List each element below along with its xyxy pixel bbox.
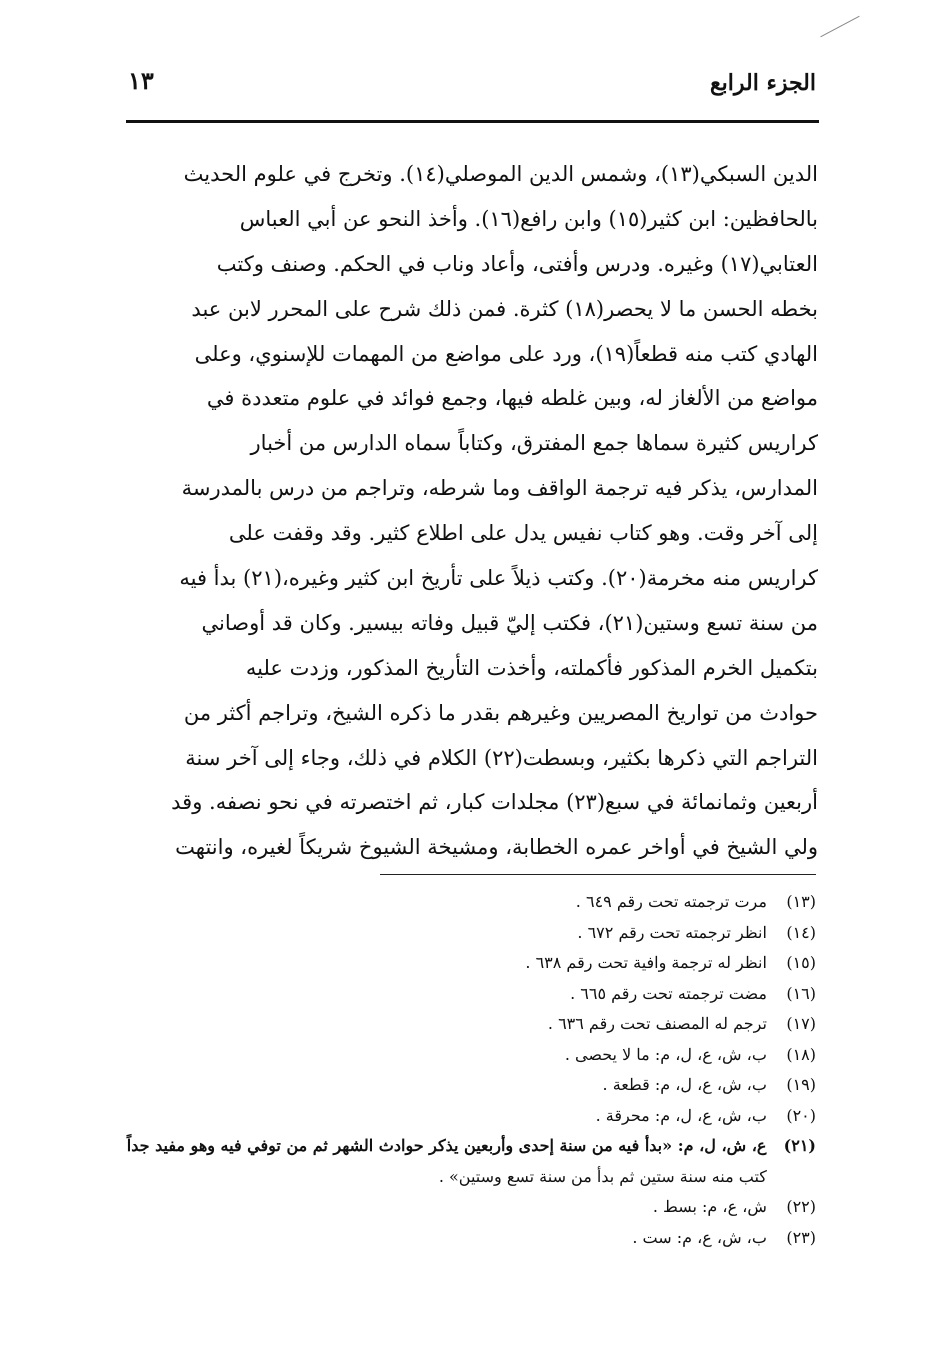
text-line: المدارس، يذكر فيه ترجمة الواقف وما شرطه، وتراجم من درس بالمدرسة — [181, 476, 818, 501]
text-line: بالحافظين: ابن كثير(١٥) وابن رافع(١٦). وأخذ النحو عن أبي العباس — [239, 206, 818, 231]
footnote-text: ع، ش، ل، م: «بدأ فيه من سنة إحدى وأربعين يذكر حوادث الشهر ثم من توفي فيه وهو مفيد جداً — [126, 1136, 767, 1155]
main-text — [126, 152, 818, 870]
footnote-text: مضت ترجمته تحت رقم ٦٦٥ . — [570, 983, 767, 1003]
text-line: بتكميل الخرم المذكور فأكملته، وأخذت التأريخ المذكور، وزدت عليه — [245, 655, 818, 680]
page-number: ١٣ — [128, 66, 154, 95]
footnote-13 — [118, 887, 816, 918]
footnotes — [118, 887, 816, 1253]
footnote-number: (١٣) — [786, 892, 816, 911]
text-line: الدين السبكي(١٣)، وشمس الدين الموصلي(١٤). وتخرج في علوم الحديث — [183, 162, 818, 186]
text-line: من سنة تسع وستين(٢١)، فكتب إليّ قبيل وفاته بيسير. وكان قد أوصاني — [201, 610, 818, 635]
footnote-14 — [118, 918, 816, 949]
footnote-text: ب، ش، ع، ل، م: ما لا يحصى . — [564, 1044, 767, 1064]
footnote-21-continued — [118, 1162, 816, 1193]
footnote-number: (٢٢) — [786, 1197, 816, 1216]
footnote-17 — [118, 1009, 816, 1040]
footnote-text: ب، ش، ع، ل، م: قطعة . — [602, 1075, 767, 1094]
text-line: التراجم التي ذكرها بكثير، وبسطت(٢٢) الكلام في ذلك، وجاء إلى آخر سنة — [185, 745, 818, 770]
footnote-text: كتب منه سنة ستين ثم بدأ من سنة تسع وستين» . — [438, 1166, 767, 1186]
text-line: إلى آخر وقت. وهو كتاب نفيس يدل على اطلاع كثير. وقد وقفت على — [228, 521, 818, 546]
text-line: بخطه الحسن ما لا يحصر(١٨) كثرة. فمن ذلك شرح على المحرر لابن عبد — [191, 296, 818, 321]
text-line: ولي الشيخ في أواخر عمره الخطابة، ومشيخة الشيوخ شريكاً لغيره، وانتهت — [175, 835, 818, 860]
footnote-number: (١٩) — [786, 1075, 816, 1094]
text-line: أربعين وثمانمائة في سبع(٢٣) مجلدات كبار، ثم اختصرته في نحو نصفه. وقد — [171, 790, 818, 815]
text-line: الهادي كتب منه قطعاً(١٩)، ورد على مواضع من المهمات للإسنوي، وعلى — [194, 341, 818, 366]
footnote-23 — [118, 1223, 816, 1254]
footnote-15 — [118, 948, 816, 979]
text-line: مواضع من الألغاز له، وبين غلطه فيها، وجمع فوائد في علوم متعددة في — [206, 386, 818, 411]
header-rule — [126, 120, 819, 123]
footnote-text: مرت ترجمته تحت رقم ٦٤٩ . — [575, 892, 767, 911]
text-line: كراريس كثيرة سماها جمع المفترق، وكتاباً سماه الدارس من أخبار — [250, 431, 818, 456]
footnote-number: (١٧) — [786, 1014, 816, 1033]
footnote-18 — [118, 1040, 816, 1071]
running-title: الجزء الرابع — [709, 70, 816, 96]
text-line: العتابي(١٧) وغيره. ودرس وأفتى، وأعاد وناب في الحكم. وصنف وكتب — [216, 251, 818, 276]
footnote-20 — [118, 1101, 816, 1132]
page-header — [128, 62, 816, 112]
footnote-number: (١٨) — [786, 1044, 816, 1064]
footnote-text: ب، ش، ع، م: ست . — [632, 1227, 767, 1247]
footnote-text: انظر له ترجمة وافية تحت رقم ٦٣٨ . — [525, 953, 767, 972]
scan-mark — [820, 16, 859, 38]
footnote-text: انظر ترجمته تحت رقم ٦٧٢ . — [577, 922, 767, 942]
text-line: كراريس منه مخرمة(٢٠). وكتب ذيلاً على تأريخ ابن كثير وغيره،(٢١) بدأ فيه — [179, 566, 818, 591]
footnote-21 — [118, 1131, 816, 1162]
footnote-number: (٢١) — [783, 1136, 816, 1155]
footnote-rule — [380, 874, 816, 875]
footnote-number: (١٥) — [786, 953, 816, 972]
footnote-number: (٢٣) — [786, 1227, 816, 1247]
footnote-number: (٢٠) — [786, 1105, 816, 1125]
footnote-19 — [118, 1070, 816, 1101]
text-line: حوادث من تواريخ المصريين وغيرهم بقدر ما ذكره الشيخ، وتراجم أكثر من — [183, 700, 818, 725]
footnote-16 — [118, 979, 816, 1010]
footnote-text: ش، ع، م: بسط . — [652, 1197, 767, 1216]
footnote-22 — [118, 1192, 816, 1223]
footnote-text: ترجم له المصنف تحت رقم ٦٣٦ . — [547, 1014, 767, 1033]
footnote-text: ب، ش، ع، ل، م: محرقة . — [595, 1105, 767, 1125]
footnote-number: (١٦) — [786, 983, 816, 1003]
footnote-number: (١٤) — [786, 922, 816, 942]
